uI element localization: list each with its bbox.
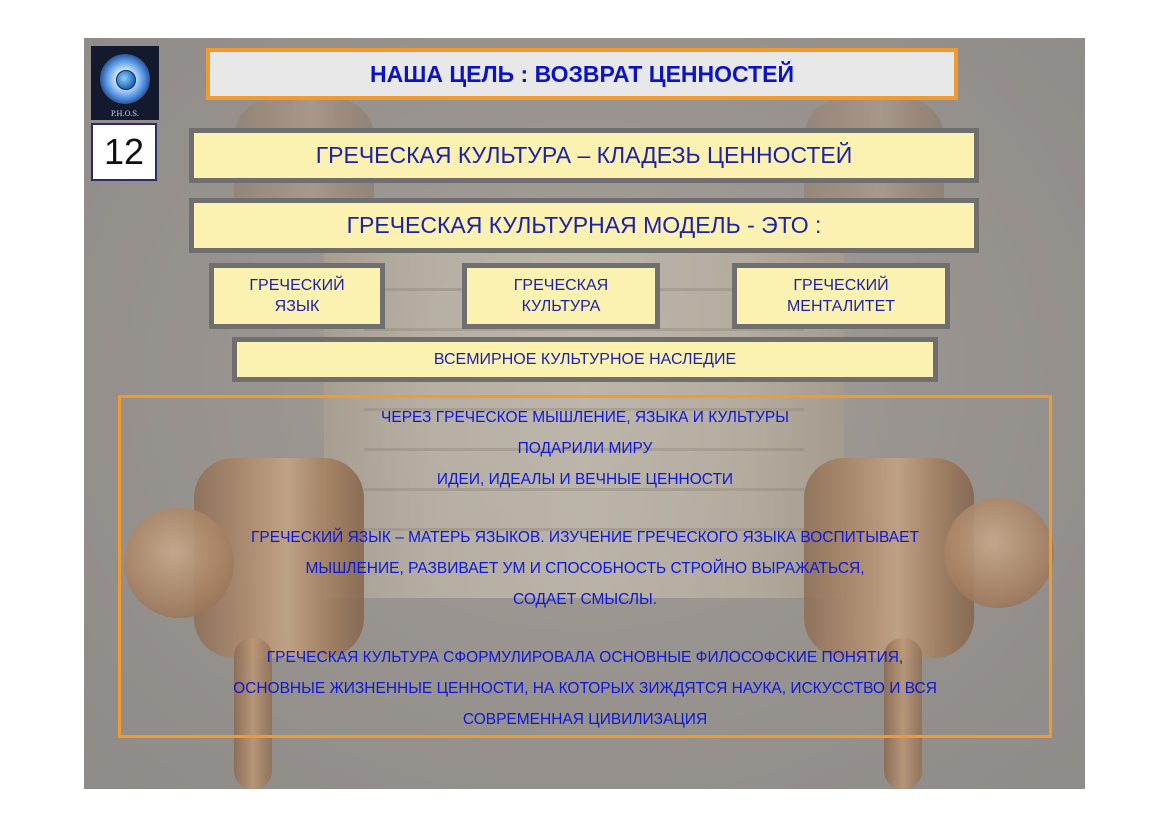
- box-greek-culture-line1: ГРЕЧЕСКАЯ: [513, 277, 609, 294]
- text-line: ОСНОВНЫЕ ЖИЗНЕННЫЕ ЦЕННОСТИ, НА КОТОРЫХ ЗИЖДЯТСЯ НАУКА, ИСКУССТВО И ВСЯ: [233, 680, 937, 697]
- text-line: ЧЕРЕЗ ГРЕЧЕСКОЕ МЫШЛЕНИЕ, ЯЗЫКА И КУЛЬТУРЫ: [381, 409, 789, 426]
- phos-logo: [91, 46, 159, 120]
- logo-label: P.H.O.S.: [110, 110, 140, 118]
- box-greek-language-line1: ГРЕЧЕСКИЙ: [249, 277, 345, 294]
- text-line: СОВРЕМЕННАЯ ЦИВИЛИЗАЦИЯ: [462, 711, 708, 728]
- text-line: ИДЕИ, ИДЕАЛЫ И ВЕЧНЫЕ ЦЕННОСТИ: [436, 471, 734, 488]
- slide-number: 12: [91, 123, 157, 181]
- paragraph-culture: [121, 642, 1049, 735]
- text-line: МЫШЛЕНИЕ, РАЗВИВАЕТ УМ И СПОСОБНОСТЬ СТРОЙНО ВЫРАЖАТЬСЯ,: [305, 560, 865, 577]
- globe-icon: [116, 70, 136, 90]
- box-greek-mentality-line2: МЕНТАЛИТЕТ: [786, 298, 896, 315]
- text-line: ГРЕЧЕСКИЙ ЯЗЫК – МАТЕРЬ ЯЗЫКОВ. ИЗУЧЕНИЕ ГРЕЧЕСКОГО ЯЗЫКА ВОСПИТЫВАЕТ: [251, 529, 919, 546]
- box-greek-culture: [462, 263, 660, 329]
- banner-culture-treasury: ГРЕЧЕСКАЯ КУЛЬТУРА – КЛАДЕЗЬ ЦЕННОСТЕЙ: [189, 128, 979, 183]
- text-line: ГРЕЧЕСКАЯ КУЛЬТУРА СФОРМУЛИРОВАЛА ОСНОВНЫЕ ФИЛОСОФСКИЕ ПОНЯТИЯ,: [266, 649, 904, 666]
- box-greek-mentality: [732, 263, 950, 329]
- description-text-box: [118, 395, 1052, 738]
- banner-world-heritage: ВСЕМИРНОЕ КУЛЬТУРНОЕ НАСЛЕДИЕ: [232, 337, 938, 382]
- paragraph-language: [121, 522, 1049, 615]
- box-greek-language: [209, 263, 385, 329]
- paragraph-gifts: [121, 402, 1049, 495]
- banner-cultural-model: ГРЕЧЕСКАЯ КУЛЬТУРНАЯ МОДЕЛЬ - ЭТО :: [189, 198, 979, 253]
- text-line: СОДАЕТ СМЫСЛЫ.: [512, 591, 658, 608]
- text-line: ПОДАРИЛИ МИРУ: [517, 440, 653, 457]
- box-greek-mentality-line1: ГРЕЧЕСКИЙ: [793, 277, 889, 294]
- box-greek-culture-line2: КУЛЬТУРА: [521, 298, 601, 315]
- slide-title: НАША ЦЕЛЬ : ВОЗВРАТ ЦЕННОСТЕЙ: [206, 48, 958, 100]
- box-greek-language-line2: ЯЗЫК: [274, 298, 320, 315]
